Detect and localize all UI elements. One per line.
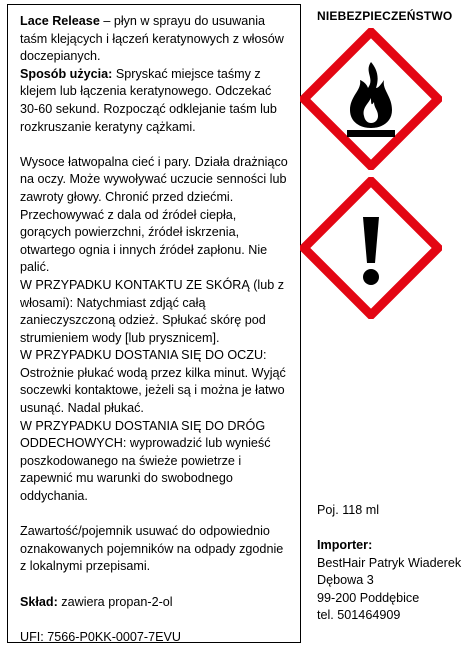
product-name: Lace Release [20,14,100,28]
flame-icon [300,28,442,170]
usage-paragraph [20,66,290,136]
spacer [20,136,290,154]
skin-contact-instructions: W PRZYPADKU KONTAKTU ZE SKÓRĄ (lub z włosami): Natychmiast zdjąć całą zanieczyszczoną odzież. Spłukać skórę pod strumieniem wody [lub prysznicem]. [20,277,285,345]
composition-text: zawiera propan-2-ol [57,594,173,609]
spacer [20,506,290,524]
composition-heading: Skład: [20,594,58,609]
usage-text: Spryskać miejsce taśmy z klejem lub łączenia keratynowego. Odczekać 30-60 sekund. Rozpocząć odklejanie taśm lub rozkruszanie keratyny cążkami. [20,66,277,134]
usage-heading: Sposób użycia: [20,66,113,81]
product-intro: – płyn w sprayu do usuwania taśm klejących i łączeń keratynowych z włosów doczepianych. [20,14,284,64]
volume: Poj. 118 ml [317,503,380,517]
signal-word: NIEBEZPIECZEŃSTWO [317,9,453,23]
eye-contact-instructions: W PRZYPADKU DOSTANIA SIĘ DO OCZU: Ostrożnie płukać wodą przez kilka minut. Wyjąć soczewki kontaktowe, jeżeli są i można je łatwo usunąć. Nadal płukać. [20,348,286,416]
importer-phone: tel. 501464909 [317,608,401,623]
composition [20,594,290,612]
importer-name: BestHair Patryk Wiaderek [317,555,462,570]
product-description [20,13,290,66]
importer-heading: Importer: [317,538,373,552]
disposal-instructions: Zawartość/pojemnik usuwać do odpowiednio oznakowanych pojemników na odpady zgodnie z lokalnymi przepisami. [20,524,284,574]
spacer [20,611,290,629]
exclamation-icon [300,177,442,319]
importer-street: Dębowa 3 [317,573,374,588]
hazard-statements: Wysoce łatwopalna cieć i pary. Działa drażniąco na oczy. Może wywoływać uczucie senności lub zawroty głowy. Chronić przed dziećmi. Przechowywać z dala od źródeł ciepła, gorących powierzchni, źródeł iskrzenia, otwartego ognia i innych źródeł zapłonu. Nie palić. [20,154,288,275]
label-text-box [7,4,301,643]
importer-block [317,537,461,625]
spacer [20,576,290,594]
ufi-code: UFI: 7566-P0KK-0007-7EVU [20,629,182,644]
importer-city: 99-200 Poddębice [317,590,420,605]
inhalation-instructions: W PRZYPADKU DOSTANIA SIĘ DO DRÓG ODDECHOWYCH: wyprowadzić lub wynieść poszkodowanego na świeże powietrze i zapewnić mu warunki do swobodnego oddychania. [20,418,271,504]
